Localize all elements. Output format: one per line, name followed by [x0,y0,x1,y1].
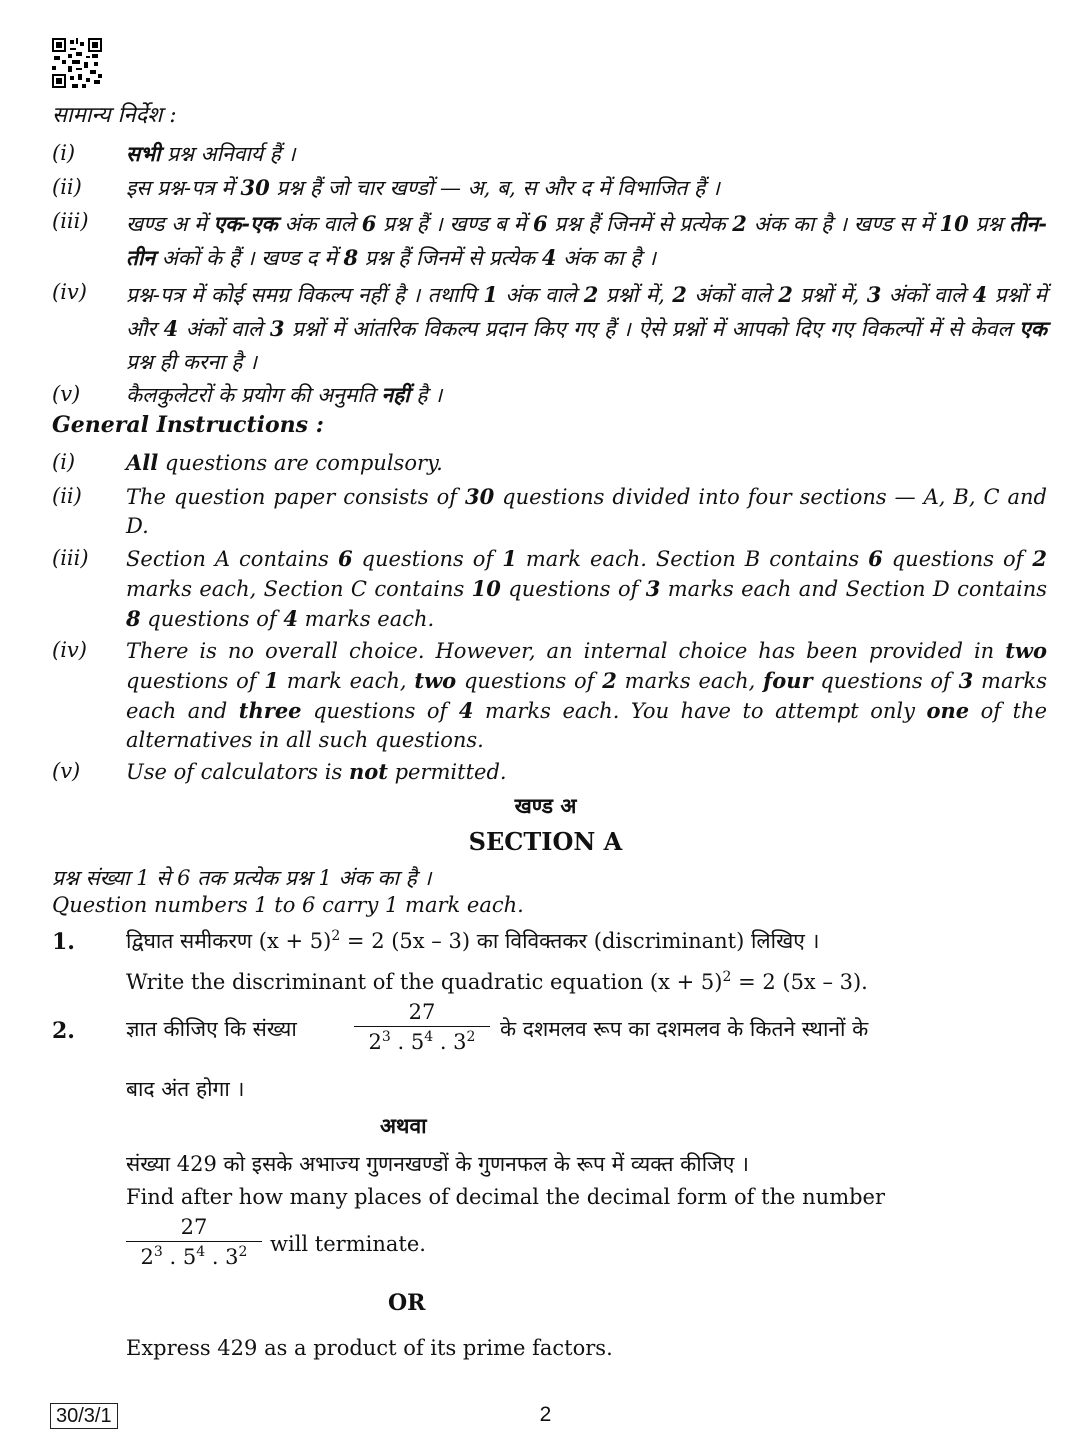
section-note: Question numbers 1 to 6 carry 1 mark each. [52,893,524,917]
hindi-instruction-3: (iii) खण्ड अ में एक-एक अंक वाले 6 प्रश्न हैं । खण्ड ब में 6 प्रश्न हैं जिनमें से प्रत्येक 2 अंक का है । खण्ड स में 10 प्रश्न तीन-तीन अंकों के हैं । खण्ड द में 8 प्रश्न हैं जिनमें से प्रत्येक 4 अंक का है । [52,209,1047,270]
hindi-instruction-1: (i) सभी प्रश्न अनिवार्य हैं । [52,141,296,166]
question-2-number: 2. [52,1018,75,1044]
section-title: SECTION A [468,827,623,856]
section-title-hindi: खण्ड अ [514,793,577,818]
question-2-hindi-before: ज्ञात कीजिए कि संख्या [126,1017,297,1041]
instruction-1: (i) All questions are compulsory. [52,450,443,475]
hindi-instruction-5: (v) कैलकुलेटरों के प्रयोग की अनुमति नहीं है । [52,382,443,407]
question-2-hindi-line2: बाद अंत होगा । [126,1077,245,1101]
instruction-3: (iii) Section A contains 6 questions of 1 mark each. Section B contains 6 questions of 2 marks each, Section C contains 10 questions of 3 marks each and Section D contains 8 questions of 4 marks each. [52,546,1048,631]
paper-code: 30/3/1 [50,1403,118,1429]
question-2-english-line1: Find after how many places of decimal the decimal form of the number [126,1185,886,1209]
question-1-hindi: द्विघात समीकरण $(x + 5)^2 = 2$ (5x – 3) का विविक्तकर (discriminant) लिखिए । [126,928,820,953]
or-hindi: अथवा [380,1113,427,1138]
general-instructions-heading: General Instructions : [52,412,324,438]
hindi-instruction-4: (iv) प्रश्न-पत्र में कोई समग्र विकल्प नहीं है । तथापि 1 अंक वाले 2 प्रश्नों में, 2 अंकों वाले 2 प्रश्नों में, 3 अंकों वाले 4 प्रश्नों में और 4 अंकों वाले 3 प्रश्नों में आंतरिक विकल्प प्रदान किए गए हैं । ऐसे प्रश्नों में आपको दिए गए विकल्पों में से केवल एक प्रश्न ही करना है । [52,280,1047,374]
hindi-instruction-2: (ii) इस प्रश्न-पत्र में 30 प्रश्न हैं जो चार खण्डों — अ, ब, स और द में विभाजित हैं । [52,175,720,200]
or-english: OR [388,1290,426,1316]
question-2-fraction-english: 27 $2^3$ . $5^4$ . $3^2$ [126,1215,262,1269]
hindi-instructions-heading: सामान्य निर्देश : [52,103,177,128]
question-1-english: Write the discriminant of the quadratic equation $(x + 5)^2 = 2$ (5x – 3). [126,969,868,994]
page-number: 2 [539,1403,552,1426]
question-2-english-after: will terminate. [270,1232,426,1256]
instruction-2: (ii) The question paper consists of 30 questions divided into four sections — A, B, C and D. [52,484,1047,538]
question-2-hindi-after: के दशमलव रूप का दशमलव के कितने स्थानों के [500,1017,869,1041]
instruction-5: (v) Use of calculators is not permitted. [52,759,507,784]
question-2-alt-hindi: संख्या 429 को इसके अभाज्य गुणनखण्डों के गुणनफल के रूप में व्यक्त कीजिए । [126,1152,749,1176]
instruction-4: (iv) There is no overall choice. However, an internal choice has been provided in two questions of 1 mark each, two questions of 2 marks each, four questions of 3 marks each and three questions of 4 marks each. You have to attempt only one of the alternatives in all such questions. [52,638,1048,752]
question-1-number: 1. [52,929,75,955]
section-note-hindi: प्रश्न संख्या 1 से 6 तक प्रत्येक प्रश्न 1 अंक का है । [52,866,432,890]
question-2-alt-english: Express 429 as a product of its prime factors. [126,1336,613,1360]
qr-code-icon [52,38,102,88]
question-2-fraction: 27 $2^3$ . $5^4$ . $3^2$ [354,1000,490,1054]
